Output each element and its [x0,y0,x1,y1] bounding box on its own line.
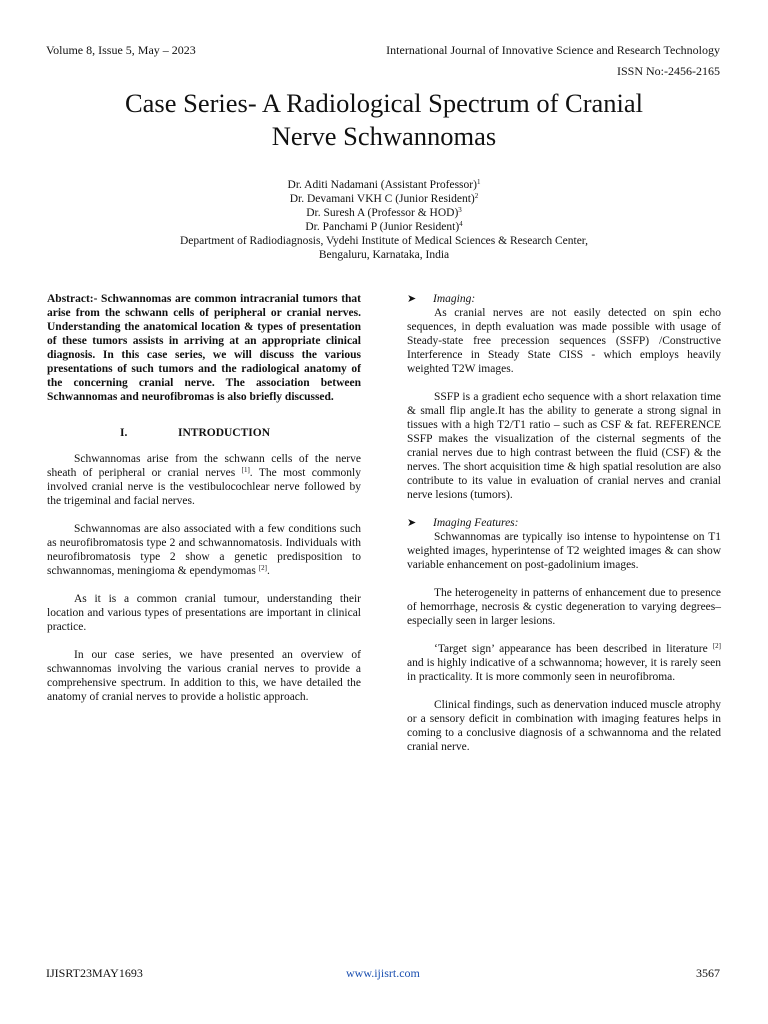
issn: ISSN No:-2456-2165 [616,64,720,78]
author-block [90,178,678,262]
intro-paragraph-4: In our case series, we have presented an overview of schwannomas involving the various cranial nerves to provide a comprehensive spectrum. In addition to this, we have detailed the anatomy of cranial nerves to provide a holistic approach. [47,649,361,703]
volume-issue: Volume 8, Issue 5, May – 2023 [46,43,196,57]
abstract: Abstract:- Schwannomas are common intracranial tumors that arise from the schwann cells of peripheral or cranial nerves. Understanding the anatomical location & types of presentation of these tumors assists in arriving at an appropriate clinical diagnosis. In this case series, we will discuss the various presentations of such tumors and the radiological anatomy of the concerning cranial nerve. The association between Schwannomas and neurofibromas is also briefly discussed. [47,293,361,403]
author-2: Dr. Devamani VKH C (Junior Resident)$^2$ [289,192,479,205]
footer-website-link[interactable]: www.ijisrt.com [346,966,420,980]
author-1: Dr. Aditi Nadamani (Assistant Professor)$^1$ [287,178,481,191]
arrow-bullet-icon: ➤ [407,517,417,529]
right-column [407,292,721,754]
author-3: Dr. Suresh A (Professor & HOD)$^3$ [306,206,462,219]
section-heading-introduction [47,426,361,440]
imaging-paragraph-1: As cranial nerves are not easily detected on spin echo sequences, in depth evaluation was made possible with usage of Steady-state free precession sequences (SSFP) /Constructive Interference in Steady State CISS - which employs heavily weighted T2W images. [407,307,721,375]
affiliation-line-2: Bengaluru, Karnataka, India [318,249,450,261]
subheading-imaging-features: ➤ Imaging Features: [407,517,519,529]
author-4: Dr. Panchami P (Junior Resident)$^4$ [305,220,463,233]
intro-paragraph-1: Schwannomas arise from the schwann cells of the nerve sheath of peripheral or cranial nerves [1]. The most commonly involved cranial nerve is the vestibulocochlear nerve followed by the trigeminal and facial nerves. [47,453,361,507]
features-paragraph-3: ‘Target sign’ appearance has been described in literature [2] and is highly indicative of a schwannoma; however, it is rarely seen in practicality. It is more commonly seen in neurofibroma. [407,642,721,683]
left-column [47,292,361,704]
section-title: INTRODUCTION [178,427,271,439]
citation-2: [2] [258,564,267,572]
arrow-bullet-icon: ➤ [407,293,417,305]
features-paragraph-2: The heterogeneity in patterns of enhancement due to presence of hemorrhage, necrosis & cystic degeneration to varying degrees– especially seen in larger lesions. [407,587,721,627]
title-line-2: Nerve Schwannomas [271,121,497,151]
journal-name: International Journal of Innovative Science and Research Technology [386,43,720,57]
footer-paper-id: IJISRT23MAY1693 [46,966,143,980]
imaging-paragraph-2: SSFP is a gradient echo sequence with a short relaxation time & small flip angle.It has the ability to generate a strong signal in tissues with a high T2/T1 ratio – such as CSF & fat. REFERENCE SSFP makes the visualization of the cisternal segments of the cranial nerves due to high contrast between the fluid (CSF) & the nerves. The short acquisition time & high spatial resolution are also contribute to its value in evaluation of cranial nerves and cranial nerve lesions (tumors). [407,391,721,501]
intro-paragraph-3: As it is a common cranial tumour, understanding their location and various types of presentations are important in clinical practice. [47,593,361,633]
affiliation-line-1: Department of Radiodiagnosis, Vydehi Institute of Medical Sciences & Research Center, [179,235,589,247]
paper-title [40,87,728,153]
citation-1: [1] [241,466,250,474]
citation-3: [2] [712,642,721,650]
page-number: 3567 [696,966,720,980]
features-paragraph-4: Clinical findings, such as denervation induced muscle atrophy or a sensory deficit in combination with imaging features helps in coming to a conclusive diagnosis of a schwannoma and the related cranial nerve. [407,699,721,753]
subheading-imaging: ➤ Imaging: [407,293,476,305]
title-line-1: Case Series- A Radiological Spectrum of Cranial [124,88,644,118]
section-number: I. [120,427,128,439]
features-paragraph-1: Schwannomas are typically iso intense to hypointense on T1 weighted images, hyperintense of T2 weighted images & can show variable enhancement on post-gadolinium images. [407,531,721,571]
intro-paragraph-2: Schwannomas are also associated with a few conditions such as neurofibromatosis type 2 and schwannomatosis. Individuals with neurofibromatosis type 2 show a genetic predisposition to schwannomas, meningioma & ependymomas [2]. [47,523,361,577]
